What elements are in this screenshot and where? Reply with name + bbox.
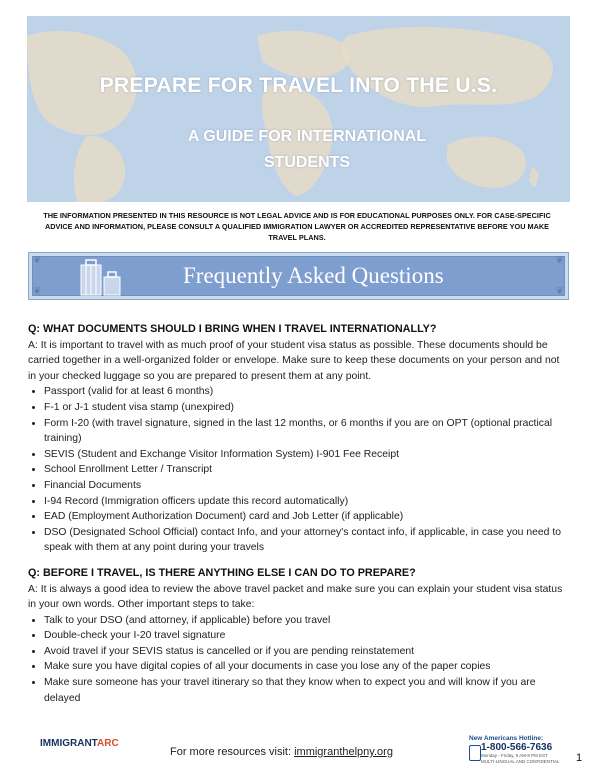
hotline-note: MULTI-LINGUAL AND CONFIDENTIAL xyxy=(481,759,560,764)
logo-accent-text: ARC xyxy=(97,738,119,749)
answer-text: A: It is always a good idea to review the above travel packet and make sure you can explain your student visa status in your own words. Other important steps to take: xyxy=(28,583,563,611)
ornament-icon: ❦ xyxy=(33,286,42,297)
ornament-icon: ❦ xyxy=(555,255,564,266)
list-item: • Passport (valid for at least 6 months) xyxy=(44,384,568,400)
hero-subtitle-line2: STUDENTS xyxy=(263,154,351,171)
hero-subtitle xyxy=(157,124,457,176)
hero-subtitle-line1: A GUIDE FOR INTERNATIONAL xyxy=(187,128,427,145)
faq-banner xyxy=(28,252,569,300)
logo-main-text: IMMIGRANT xyxy=(40,738,98,749)
hotline-number: 1-800-566-7636 xyxy=(481,742,553,753)
hotline-hours: Monday - Friday, 9 AM-8 PM EST xyxy=(481,753,548,758)
legal-disclaimer: THE INFORMATION PRESENTED IN THIS RESOURCE IS NOT LEGAL ADVICE AND IS FOR EDUCATIONAL PURPOSES ONLY. FOR CASE-SPECIFIC ADVICE AND INFORMATION, PLEASE CONSULT A QUALIFIED IMMIGRATION LAWYER OR ACCREDITED REPRESENTATIVE BEFORE YOU MAKE TRAVEL PLANS. xyxy=(43,211,551,242)
luggage-icon xyxy=(77,259,147,297)
question-heading: Q: BEFORE I TRAVEL, IS THERE ANYTHING ELSE I CAN DO TO PREPARE? xyxy=(28,566,416,579)
hero-banner xyxy=(27,16,570,202)
resources-line xyxy=(170,746,393,758)
document-list xyxy=(28,384,568,556)
list-item: • School Enrollment Letter / Transcript xyxy=(44,462,568,478)
list-item: • Make sure you have digital copies of all your documents in case you lose any of the paper copies xyxy=(44,659,568,675)
faq-banner-title: Frequently Asked Questions xyxy=(183,263,444,288)
answer-text: A: It is important to travel with as much proof of your student visa status as possible. These documents should be carried together in a well-organized folder or envelope. Make sure to keep these documents on your person and not in your checked luggage so you are prepared to present them at any point. xyxy=(28,339,560,382)
faq-banner-inner xyxy=(32,256,565,296)
immigrant-arc-logo xyxy=(40,738,119,749)
list-item: • SEVIS (Student and Exchange Visitor Information System) I-901 Fee Receipt xyxy=(44,447,568,463)
hero-title: PREPARE FOR TRAVEL INTO THE U.S. xyxy=(99,74,498,97)
list-item: • DSO (Designated School Official) contact Info, and your attorney's contact info, if applicable, in case you need to speak with them at any point during your travels xyxy=(44,525,568,556)
ornament-icon: ❦ xyxy=(555,286,564,297)
resources-link[interactable]: immigranthelpny.org xyxy=(294,746,393,758)
list-item: • I-94 Record (Immigration officers update this record automatically) xyxy=(44,494,568,510)
hotline-label: New Americans Hotline: xyxy=(469,735,544,742)
phone-icon xyxy=(469,745,481,761)
list-item: • Make sure someone has your travel itinerary so that they know when to expect you and will know if you are delayed xyxy=(44,675,568,706)
ornament-icon: ❦ xyxy=(33,255,42,266)
list-item: • Talk to your DSO (and attorney, if applicable) before you travel xyxy=(44,613,568,629)
list-item: • Financial Documents xyxy=(44,478,568,494)
page-number: 1 xyxy=(576,752,583,764)
question-heading: Q: WHAT DOCUMENTS SHOULD I BRING WHEN I TRAVEL INTERNATIONALLY? xyxy=(28,323,437,335)
hotline-block xyxy=(469,735,569,765)
list-item: • F-1 or J-1 student visa stamp (unexpired) xyxy=(44,400,568,416)
faq-content xyxy=(28,322,568,706)
prep-steps-list xyxy=(28,613,568,707)
list-item: • Form I-20 (with travel signature, signed in the last 12 months, or 6 months if you are on OPT (optional practical training) xyxy=(44,416,568,447)
list-item: • Double-check your I-20 travel signature xyxy=(44,628,568,644)
list-item: • Avoid travel if your SEVIS status is cancelled or if you are pending reinstatement xyxy=(44,644,568,660)
resources-prefix: For more resources visit: xyxy=(170,746,295,758)
list-item: • EAD (Employment Authorization Document) card and Job Letter (if applicable) xyxy=(44,509,568,525)
